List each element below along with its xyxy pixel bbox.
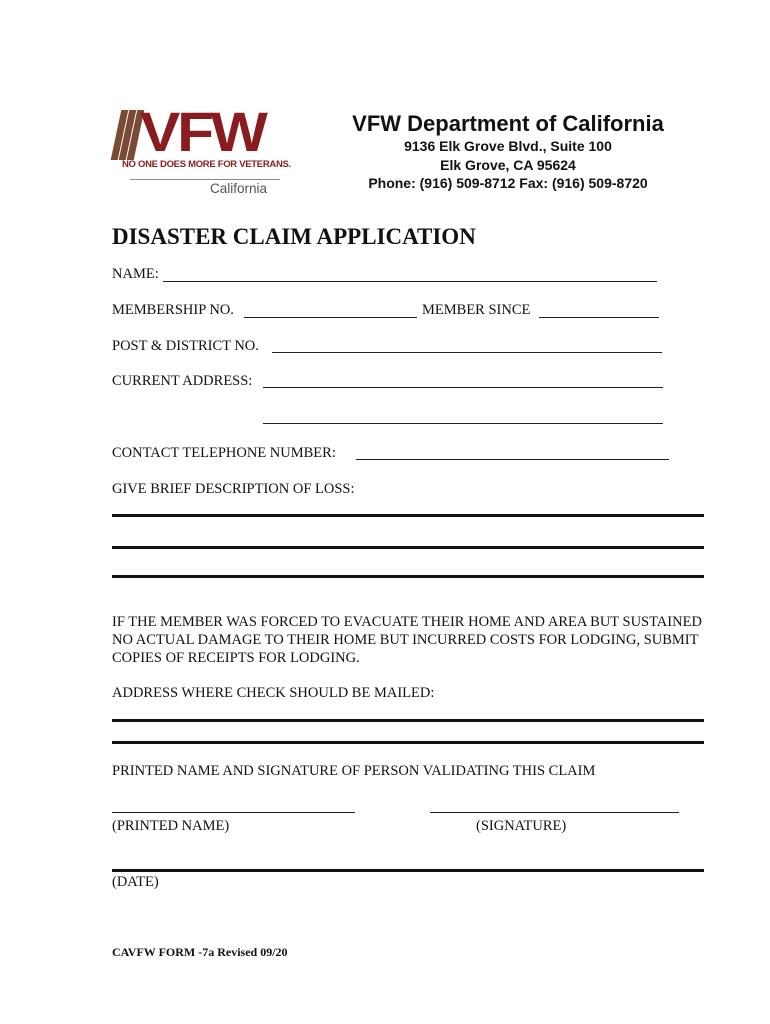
membership-no-label: MEMBERSHIP NO. (112, 302, 234, 318)
member-since-field[interactable] (539, 317, 659, 318)
vfw-logo (112, 100, 292, 203)
loss-description-label: GIVE BRIEF DESCRIPTION OF LOSS: (112, 481, 355, 497)
mailing-address-label: ADDRESS WHERE CHECK SHOULD BE MAILED: (112, 685, 435, 701)
address-line-2: Elk Grove, CA 95624 (440, 157, 576, 173)
logo-brand: VFW (140, 100, 265, 163)
loss-description-line2[interactable] (112, 546, 704, 549)
phone-fax-line: Phone: (916) 509-8712 Fax: (916) 509-8720 (368, 175, 648, 191)
form-title: DISASTER CLAIM APPLICATION (112, 224, 476, 249)
signature-label: (SIGNATURE) (476, 818, 567, 834)
loss-description-line1[interactable] (112, 514, 704, 517)
contact-phone-field[interactable] (356, 459, 669, 460)
organization-title: VFW Department of California (352, 111, 664, 136)
member-since-label: MEMBER SINCE (422, 302, 531, 318)
form-id: CAVFW FORM -7a Revised 09/20 (112, 945, 288, 959)
contact-phone-label: CONTACT TELEPHONE NUMBER: (112, 445, 336, 461)
logo-tagline: NO ONE DOES MORE FOR VETERANS. (122, 159, 291, 170)
current-address-label: CURRENT ADDRESS: (112, 373, 253, 389)
loss-description-line3[interactable] (112, 575, 704, 578)
current-address-field-line2[interactable] (263, 423, 663, 424)
post-district-field[interactable] (272, 352, 662, 353)
signature-field[interactable] (430, 812, 679, 813)
name-field[interactable] (163, 281, 657, 282)
membership-no-field[interactable] (244, 317, 417, 318)
mailing-address-line1[interactable] (112, 719, 704, 722)
logo-state: California (210, 181, 268, 196)
date-label: (DATE) (112, 874, 159, 890)
validation-label: PRINTED NAME AND SIGNATURE OF PERSON VALIDATING THIS CLAIM (112, 763, 596, 779)
date-field[interactable] (112, 869, 704, 872)
current-address-field-line1[interactable] (263, 387, 663, 388)
logo-divider (130, 179, 280, 180)
address-line-1: 9136 Elk Grove Blvd., Suite 100 (404, 138, 612, 154)
name-label: NAME: (112, 266, 159, 282)
evacuation-note: IF THE MEMBER WAS FORCED TO EVACUATE THEIR HOME AND AREA BUT SUSTAINED NO ACTUAL DAMAGE TO THEIR HOME BUT INCURRED COSTS FOR LODGING, SUBMIT COPIES OF RECEIPTS FOR LODGING. (112, 614, 702, 666)
printed-name-field[interactable] (112, 812, 355, 813)
printed-name-label: (PRINTED NAME) (112, 818, 230, 834)
post-district-label: POST & DISTRICT NO. (112, 338, 259, 354)
mailing-address-line2[interactable] (112, 741, 704, 744)
